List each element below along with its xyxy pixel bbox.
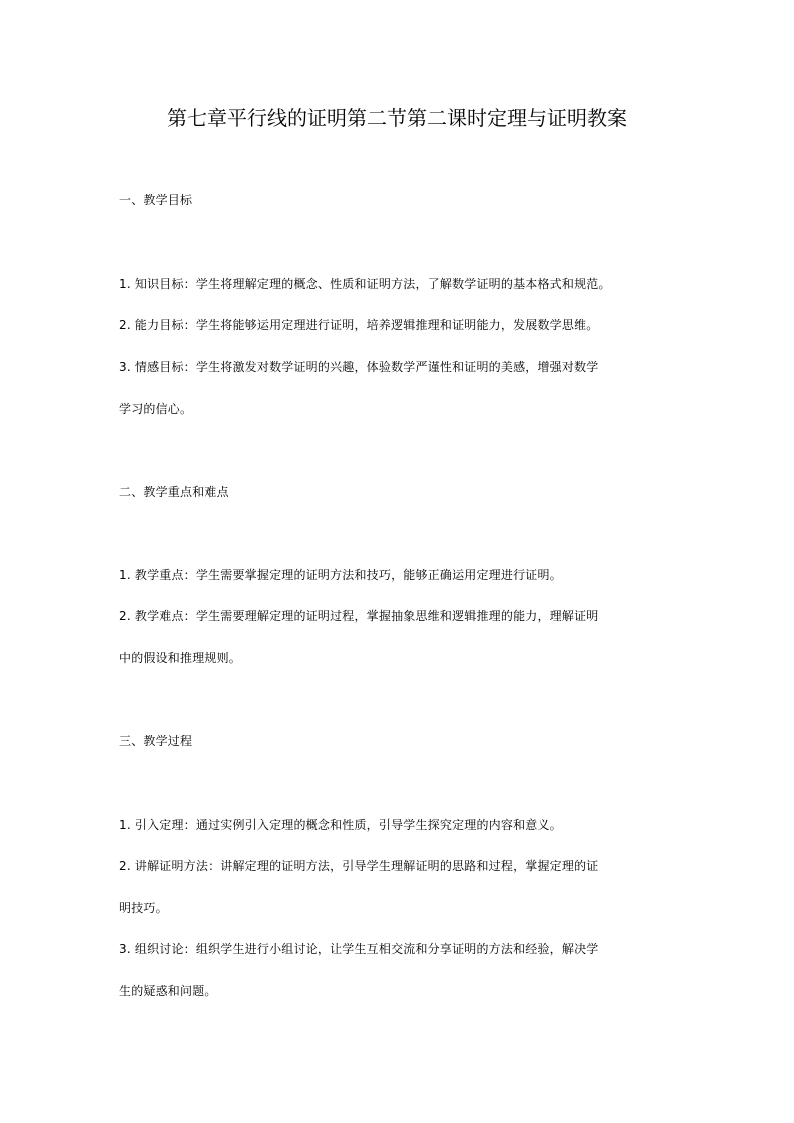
- document-title: 第七章平行线的证明第二节第二课时定理与证明教案: [167, 106, 627, 130]
- key-point: 1. 教学重点：学生需要掌握定理的证明方法和技巧，能够正确运用定理进行证明。: [119, 568, 562, 582]
- objective-emotion: 3. 情感目标：学生将激发对数学证明的兴趣，体验数学严谨性和证明的美感，增强对数学: [119, 360, 599, 374]
- objective-emotion-cont: 学习的信心。: [119, 402, 193, 416]
- section-heading-process: 三、教学过程: [119, 734, 193, 748]
- process-step-discuss-cont: 生的疑惑和问题。: [119, 984, 217, 998]
- difficult-point-cont: 中的假设和推理规则。: [119, 651, 242, 665]
- objective-knowledge: 1. 知识目标：学生将理解定理的概念、性质和证明方法，了解数学证明的基本格式和规范。: [119, 277, 611, 291]
- process-step-discuss: 3. 组织讨论：组织学生进行小组讨论，让学生互相交流和分享证明的方法和经验，解决学: [119, 942, 599, 956]
- process-step-explain: 2. 讲解证明方法：讲解定理的证明方法，引导学生理解证明的思路和过程，掌握定理的证: [119, 859, 599, 873]
- process-step-explain-cont: 明技巧。: [119, 901, 168, 915]
- difficult-point: 2. 教学难点：学生需要理解定理的证明过程，掌握抽象思维和逻辑推理的能力，理解证明: [119, 609, 599, 623]
- objective-ability: 2. 能力目标：学生将能够运用定理进行证明，培养逻辑推理和证明能力，发展数学思维。: [119, 318, 599, 332]
- section-heading-objectives: 一、教学目标: [119, 193, 193, 207]
- process-step-introduce: 1. 引入定理：通过实例引入定理的概念和性质，引导学生探究定理的内容和意义。: [119, 818, 562, 832]
- section-heading-key-points: 二、教学重点和难点: [119, 485, 229, 499]
